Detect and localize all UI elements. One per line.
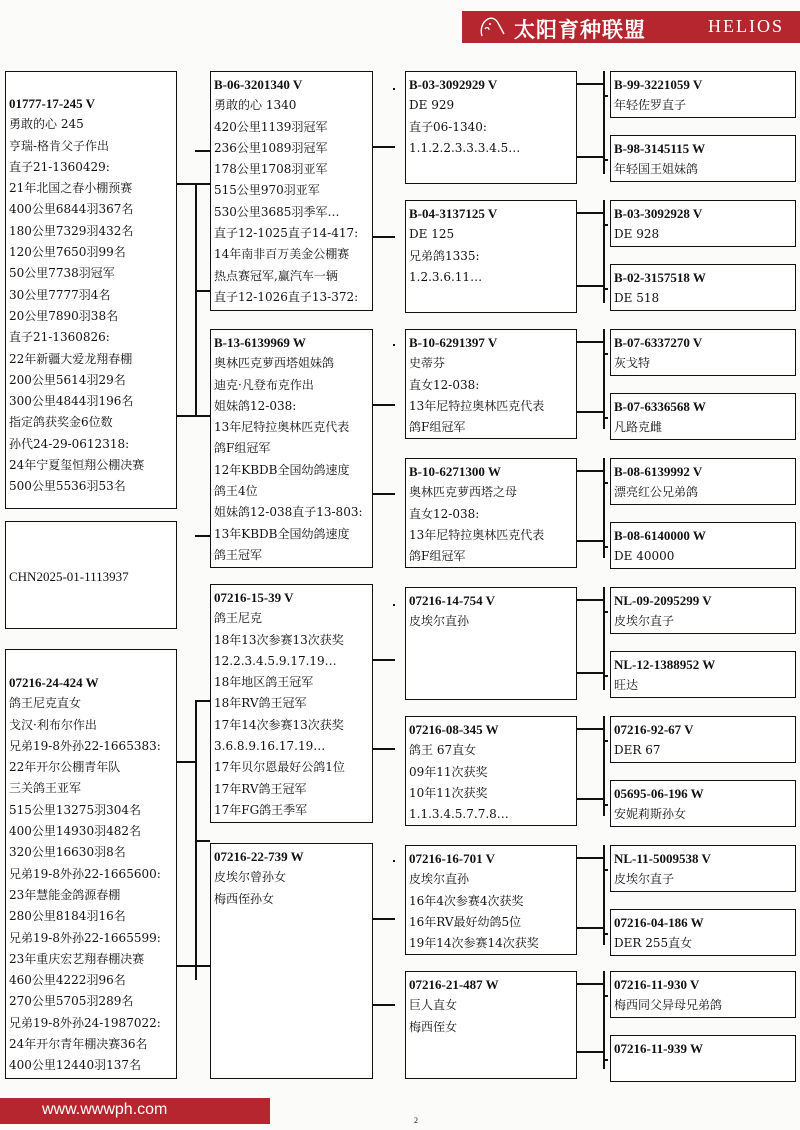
great-grandparent-box	[405, 587, 577, 700]
ring-number: B-08-6139992 V	[614, 464, 703, 479]
connector-line	[603, 611, 608, 613]
pedigree-line: 鸽F组冠军	[214, 441, 271, 456]
connector-line	[577, 212, 605, 214]
grandparent-box	[210, 71, 373, 311]
ring-number: B-04-3137125 V	[409, 206, 498, 221]
pedigree-line: 年轻佐罗直子	[614, 98, 687, 113]
connector-line	[577, 83, 605, 85]
pedigree-line: 18年13次参赛13次获奖	[214, 632, 344, 647]
pedigree-line: 17年FG鸽王季军	[214, 802, 308, 817]
ring-number: 07216-16-701 V	[409, 851, 496, 866]
pedigree-line: 兄弟19-8外孙22-1665600:	[9, 866, 161, 881]
great-great-grandparent-box	[610, 393, 796, 440]
pedigree-line: DER 67	[614, 743, 661, 758]
connector-line	[577, 927, 605, 929]
pedigree-line: 兄弟19-8外孙24-1987022:	[9, 1015, 161, 1030]
connector-line	[603, 288, 608, 290]
connector-line	[373, 659, 395, 661]
great-great-grandparent-box	[610, 200, 796, 247]
pedigree-line: 17年贝尔恩最好公鸽1位	[214, 760, 345, 775]
pedigree-line: 280公里8184羽16名	[9, 909, 126, 924]
pedigree-line: 皮埃尔曾孙女	[214, 870, 287, 885]
pedigree-line: 皮埃尔直子	[614, 872, 675, 887]
ring-number: B-03-3092929 V	[409, 77, 498, 92]
pedigree-line: 1.1.2.2.3.3.3.4.5…	[409, 140, 521, 155]
pedigree-line: 17年RV鸽王冠军	[214, 781, 307, 796]
ring-number: 07216-14-754 V	[409, 593, 496, 608]
connector-line	[603, 353, 608, 355]
ring-number: 07216-24-424 W	[9, 675, 99, 690]
horse-head-logo-icon	[476, 14, 508, 40]
ring-number: NL-12-1388952 W	[614, 657, 716, 672]
pedigree-line: 3.6.8.9.16.17.19…	[214, 739, 326, 754]
pedigree-line: 120公里7650羽99名	[9, 245, 126, 260]
ring-number: B-10-6271300 W	[409, 464, 501, 479]
great-grandparent-box	[405, 71, 577, 184]
pedigree-line: DE 518	[614, 291, 660, 306]
connector-line	[577, 470, 605, 472]
great-grandparent-box	[405, 845, 577, 955]
pedigree-line: 兄弟19-8外孙22-1665383:	[9, 738, 161, 753]
pedigree-line: 凡路克雌	[614, 420, 663, 435]
pedigree-line: 鸽王4位	[214, 484, 258, 499]
pedigree-line: 直女12-038:	[409, 377, 480, 392]
pedigree-line: 直女12-038:	[409, 506, 480, 521]
subject-box	[5, 521, 177, 629]
connector-line	[195, 183, 210, 185]
ring-number: B-07-6337270 V	[614, 335, 703, 350]
pedigree-line: 皮埃尔直孙	[409, 872, 470, 887]
pedigree-line: 530公里3685羽季军…	[214, 204, 340, 219]
great-grandparent-box	[405, 329, 577, 439]
pedigree-line: 梅西同父异母兄弟鸽	[614, 998, 723, 1013]
connector-line	[577, 857, 605, 859]
pedigree-line: 戈汉·利布尔作出	[9, 717, 97, 732]
ring-number: NL-09-2095299 V	[614, 593, 712, 608]
great-great-grandparent-box	[610, 909, 796, 956]
connector-line	[195, 700, 210, 702]
ring-number: 07216-21-487 W	[409, 977, 499, 992]
pedigree-line: 236公里1089羽冠军	[214, 140, 328, 155]
connector-line	[603, 845, 605, 945]
ring-number: NL-11-5009538 V	[614, 851, 711, 866]
connector-line	[373, 493, 395, 495]
footer-banner	[0, 1098, 270, 1124]
pedigree-line: 迪克·凡登布克作出	[214, 377, 314, 392]
pedigree-line: 13年KBDB全国幼鸽速度	[214, 526, 350, 541]
connector-line	[177, 415, 197, 417]
ring-number: B-06-3201340 V	[214, 77, 303, 92]
ring-number: B-03-3092928 V	[614, 206, 703, 221]
pedigree-line: 22年新疆大爱龙翔春棚	[9, 351, 133, 366]
pedigree-line: 鸽F组冠军	[409, 420, 466, 435]
connector-line	[373, 748, 395, 750]
pedigree-line: DE 928	[614, 227, 660, 242]
connector-line	[603, 417, 608, 419]
pedigree-line: 直子06-1340:	[409, 119, 487, 134]
connector-line	[373, 918, 395, 920]
pedigree-line: 亨瑞-格肯父子作出	[9, 138, 110, 153]
brand-name: HELIOS	[708, 16, 784, 36]
connector-line	[195, 840, 210, 842]
connector-line	[603, 224, 608, 226]
connector-line	[603, 933, 608, 935]
connector-line	[603, 482, 608, 484]
pedigree-line: 年轻国王姐妹鸽	[614, 162, 699, 177]
pedigree-line: 24年开尔青年棚决赛36名	[9, 1037, 148, 1052]
pedigree-line: 鸽王尼克直女	[9, 696, 82, 711]
pedigree-line: 1.2.3.6.11…	[409, 269, 483, 284]
connector-line	[177, 183, 197, 185]
pedigree-line: 50公里7738羽冠军	[9, 266, 115, 281]
pedigree-line: 13年尼特拉奥林匹克代表	[409, 527, 545, 542]
pedigree-line: 姐妹鸽12-038直子13-803:	[214, 505, 363, 520]
pedigree-line: 18年RV鸽王冠军	[214, 696, 307, 711]
connector-line	[195, 183, 197, 417]
great-great-grandparent-box	[610, 845, 796, 892]
pedigree-line: 奥林匹克萝西塔姐妹鸽	[214, 356, 335, 371]
connector-line	[603, 329, 605, 429]
pedigree-line: 16年RV最好幼鸽5位	[409, 914, 522, 929]
pedigree-line: 16年4次参赛4次获奖	[409, 893, 524, 908]
connector-line	[577, 540, 605, 542]
pedigree-line: 180公里7329羽432名	[9, 223, 134, 238]
pedigree-line: 1.1.3.4.5.7.7.8…	[409, 807, 509, 822]
pedigree-line: 17年14次参赛13次获奖	[214, 717, 344, 732]
connector-line	[603, 804, 608, 806]
pedigree-line: 史蒂芬	[409, 356, 446, 371]
connector-line	[195, 290, 210, 292]
grandparent-box	[210, 584, 373, 823]
connector-line	[577, 411, 605, 413]
pedigree-line: 200公里5614羽29名	[9, 372, 126, 387]
connector-line	[577, 599, 605, 601]
great-great-grandparent-box	[610, 716, 796, 763]
pedigree-line: 515公里13275羽304名	[9, 802, 141, 817]
connector-line	[195, 965, 210, 967]
pedigree-line: 皮埃尔直子	[614, 614, 675, 629]
connector-line	[577, 672, 605, 674]
pedigree-line: 14年南非百万美金公棚赛	[214, 247, 350, 262]
connector-line	[603, 458, 605, 558]
pedigree-line: 18年地区鸽王冠军	[214, 675, 314, 690]
ring-number: 05695-06-196 W	[614, 786, 704, 801]
connector-line	[603, 740, 608, 742]
pedigree-line: 12年KBDB全国幼鸽速度	[214, 462, 350, 477]
grandparent-box	[210, 843, 373, 1079]
pedigree-line: 400公里14930羽482名	[9, 824, 141, 839]
pedigree-line: 鸽王尼克	[214, 611, 263, 626]
connector-line	[603, 971, 605, 1069]
connector-line	[577, 341, 605, 343]
connector-line	[393, 344, 395, 346]
ring-number: 01777-17-245 V	[9, 96, 96, 111]
connector-line	[603, 546, 608, 548]
ring-number: 07216-11-930 V	[614, 977, 700, 992]
pedigree-line: 22年开尔公棚青年队	[9, 760, 121, 775]
pedigree-line: 姐妹鸽12-038:	[214, 398, 297, 413]
connector-line	[373, 236, 395, 238]
connector-line	[603, 716, 605, 816]
connector-line	[195, 150, 210, 152]
connector-line	[177, 761, 197, 763]
pedigree-line: 500公里5536羽53名	[9, 479, 126, 494]
ring-number: B-08-6140000 W	[614, 528, 706, 543]
pedigree-line: DER 255直女	[614, 936, 693, 951]
connector-line	[603, 675, 608, 677]
ring-number: 07216-92-67 V	[614, 722, 694, 737]
pedigree-line: 300公里4844羽196名	[9, 394, 134, 409]
pedigree-line: 巨人直女	[409, 998, 458, 1013]
connector-line	[373, 404, 395, 406]
ring-number: 07216-08-345 W	[409, 722, 499, 737]
connector-line	[393, 860, 395, 862]
pedigree-line: 鸽王冠军	[214, 547, 263, 562]
ring-number: 07216-15-39 V	[214, 590, 294, 605]
dam-box	[5, 649, 177, 1079]
pedigree-line: 勇敢的心 245	[9, 117, 84, 132]
pedigree-line: 孙代24-29-0612318:	[9, 436, 130, 451]
sire-box	[5, 71, 177, 509]
pedigree-line: 12.2.3.4.5.9.17.19…	[214, 653, 337, 668]
ring-number: B-98-3145115 W	[614, 141, 706, 156]
pedigree-line: 09年11次获奖	[409, 764, 488, 779]
connector-line	[577, 285, 605, 287]
pedigree-line: 30公里7777羽4名	[9, 287, 111, 302]
great-great-grandparent-box	[610, 971, 796, 1018]
pedigree-line: 13年尼特拉奥林匹克代表	[409, 398, 545, 413]
great-great-grandparent-box	[610, 651, 796, 698]
connector-line	[393, 88, 395, 90]
pedigree-line: 13年尼特拉奥林匹克代表	[214, 420, 350, 435]
pedigree-line: 24年宁夏玺恒翔公棚决赛	[9, 458, 145, 473]
connector-line	[577, 798, 605, 800]
pedigree-line: 鸽F组冠军	[409, 549, 466, 564]
pedigree-line: 旺达	[614, 678, 639, 693]
connector-line	[603, 159, 608, 161]
pedigree-line: 直子21-1360826:	[9, 330, 110, 345]
website-link[interactable]: www.wwwph.com	[42, 1101, 168, 1118]
pedigree-line: 漂亮红公兄弟鸽	[614, 485, 699, 500]
connector-line	[373, 146, 395, 148]
pedigree-line: 皮埃尔直孙	[409, 614, 470, 629]
connector-line	[603, 95, 608, 97]
ring-number: B-13-6139969 W	[214, 335, 306, 350]
connector-line	[577, 156, 605, 158]
pedigree-line: 400公里12440羽137名	[9, 1058, 141, 1073]
pedigree-line: 热点赛冠军,赢汽车一辆	[214, 268, 338, 283]
ring-number: 07216-11-939 W	[614, 1041, 703, 1056]
connector-line	[373, 1004, 395, 1006]
great-grandparent-box	[405, 971, 577, 1079]
ring-number: 07216-22-739 W	[214, 849, 304, 864]
great-great-grandparent-box	[610, 264, 796, 311]
connector-line	[393, 604, 395, 606]
ring-number: B-10-6291397 V	[409, 335, 498, 350]
pedigree-line: 梅西侄女	[409, 1019, 458, 1034]
pedigree-line: 鸽王 67直女	[409, 743, 477, 758]
great-great-grandparent-box	[610, 458, 796, 505]
pedigree-line: 23年慧能金鸽源春棚	[9, 887, 121, 902]
connector-line	[577, 1051, 605, 1053]
pedigree-line: 三关鸽王亚军	[9, 781, 82, 796]
ring-number: B-07-6336568 W	[614, 399, 706, 414]
great-grandparent-box	[405, 458, 577, 568]
pedigree-line: 21年北国之春小棚预赛	[9, 181, 133, 196]
pedigree-line: 直子21-1360429:	[9, 159, 110, 174]
pedigree-line: 指定鸽获奖金6位数	[9, 415, 113, 430]
pedigree-line: 23年重庆宏艺翔春棚决赛	[9, 951, 145, 966]
great-great-grandparent-box	[610, 1035, 796, 1082]
great-grandparent-box	[405, 200, 577, 313]
connector-line	[577, 983, 605, 985]
great-great-grandparent-box	[610, 329, 796, 376]
pedigree-line: 320公里16630羽8名	[9, 845, 126, 860]
ring-number: B-99-3221059 V	[614, 77, 703, 92]
connector-line	[195, 415, 210, 417]
header-banner	[462, 11, 800, 43]
pedigree-line: DE 40000	[614, 549, 675, 564]
great-great-grandparent-box	[610, 71, 796, 118]
subject-ring: CHN2025-01-1113937	[9, 569, 129, 584]
pedigree-line: 梅西侄孙女	[214, 891, 275, 906]
pedigree-line: 灰戈特	[614, 356, 651, 371]
connector-line	[195, 535, 210, 537]
great-great-grandparent-box	[610, 780, 796, 827]
pedigree-line: 515公里970羽亚军	[214, 183, 320, 198]
brand-title: 太阳育种联盟	[514, 17, 646, 42]
pedigree-line: 10年11次获奖	[409, 785, 488, 800]
pedigree-line: 直子12-1025直子14-417:	[214, 226, 359, 241]
pedigree-line: 勇敢的心 1340	[214, 98, 297, 113]
great-great-grandparent-box	[610, 587, 796, 634]
grandparent-box	[210, 329, 373, 568]
pedigree-line: 400公里6844羽367名	[9, 202, 134, 217]
connector-line	[603, 869, 608, 871]
pedigree-line: DE 929	[409, 98, 455, 113]
connector-line	[603, 1059, 608, 1061]
pedigree-line: 460公里4222羽96名	[9, 973, 126, 988]
connector-line	[177, 965, 197, 967]
pedigree-line: 20公里7890羽38名	[9, 308, 119, 323]
great-great-grandparent-box	[610, 135, 796, 182]
connector-line	[603, 995, 608, 997]
pedigree-line: 178公里1708羽亚军	[214, 162, 328, 177]
ring-number: B-02-3157518 W	[614, 270, 706, 285]
ring-number: 07216-04-186 W	[614, 915, 704, 930]
pedigree-line: 420公里1139羽冠军	[214, 119, 328, 134]
page-number: 2	[414, 1116, 418, 1125]
pedigree-line: 19年14次参赛14次获奖	[409, 936, 539, 951]
pedigree-line: 奥林匹克萝西塔之母	[409, 485, 518, 500]
great-great-grandparent-box	[610, 522, 796, 569]
connector-line	[577, 728, 605, 730]
pedigree-line: 安妮莉斯孙女	[614, 807, 687, 822]
great-grandparent-box	[405, 716, 577, 826]
pedigree-line: 兄弟19-8外孙22-1665599:	[9, 930, 161, 945]
pedigree-line: 直子12-1026直子13-372:	[214, 289, 359, 304]
pedigree-line: 270公里5705羽289名	[9, 994, 134, 1009]
pedigree-line: 兄弟鸽1335:	[409, 248, 480, 263]
pedigree-line: DE 125	[409, 227, 455, 242]
